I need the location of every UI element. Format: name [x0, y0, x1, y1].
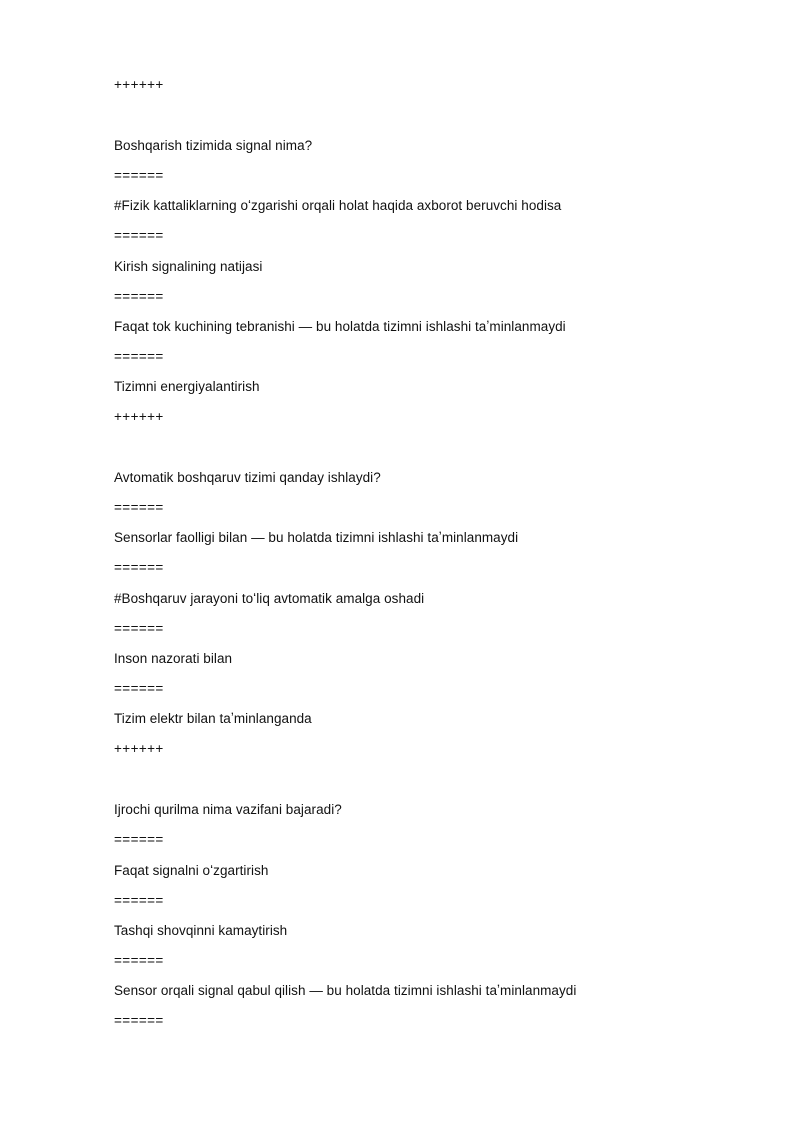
block-separator: ++++++ — [114, 741, 164, 756]
answer-separator: ====== — [114, 349, 164, 364]
answer-separator: ====== — [114, 621, 164, 636]
answer-separator: ====== — [114, 953, 164, 968]
answer-separator: ====== — [114, 832, 164, 847]
answer-text: Sensor orqali signal qabul qilish — bu holatda tizimni ishlashi taʼminlanmaydi — [114, 983, 577, 998]
block-separator: ++++++ — [114, 409, 164, 424]
answer-text-correct: #Fizik kattaliklarning oʻzgarishi orqali holat haqida axborot beruvchi hodisa — [114, 198, 562, 213]
answer-separator: ====== — [114, 500, 164, 515]
answer-text: Inson nazorati bilan — [114, 651, 233, 666]
block-separator: ++++++ — [114, 77, 164, 92]
answer-text: Faqat tok kuchining tebranishi — bu holatda tizimni ishlashi taʼminlanmaydi — [114, 319, 566, 334]
question-text: Ijrochi qurilma nima vazifani bajaradi? — [114, 802, 342, 817]
answer-text-correct: #Boshqaruv jarayoni toʻliq avtomatik amalga oshadi — [114, 591, 425, 606]
answer-text: Kirish signalining natijasi — [114, 259, 263, 274]
question-text: Avtomatik boshqaruv tizimi qanday ishlaydi? — [114, 470, 381, 485]
answer-separator: ====== — [114, 1013, 164, 1028]
answer-separator: ====== — [114, 168, 164, 183]
answer-text: Faqat signalni oʻzgartirish — [114, 863, 269, 878]
answer-separator: ====== — [114, 560, 164, 575]
answer-text: Tizimni energiyalantirish — [114, 379, 260, 394]
answer-text: Tashqi shovqinni kamaytirish — [114, 923, 288, 938]
answer-separator: ====== — [114, 681, 164, 696]
answer-separator: ====== — [114, 228, 164, 243]
answer-separator: ====== — [114, 893, 164, 908]
answer-text: Sensorlar faolligi bilan — bu holatda tizimni ishlashi taʼminlanmaydi — [114, 530, 519, 545]
answer-separator: ====== — [114, 289, 164, 304]
question-text: Boshqarish tizimida signal nima? — [114, 138, 313, 153]
answer-text: Tizim elektr bilan taʼminlanganda — [114, 711, 312, 726]
